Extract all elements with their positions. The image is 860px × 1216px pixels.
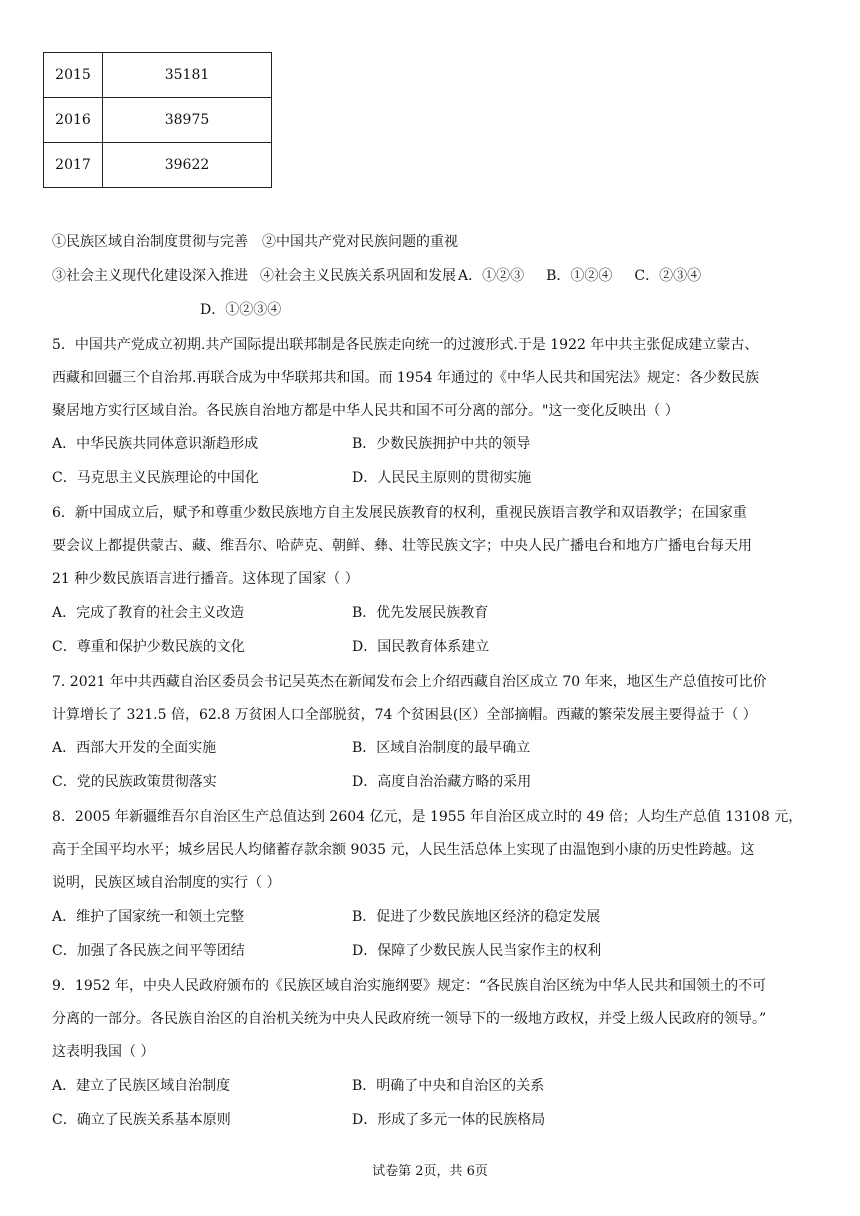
q7-option-d[interactable]: D．高度自治治藏方略的采用 bbox=[352, 774, 532, 790]
q9-option-c[interactable]: C．确立了民族关系基本原则 bbox=[52, 1112, 231, 1128]
q7-stem-line1: 7. 2021 年中共西藏自治区委员会书记吴英杰在新闻发布会上介绍西藏自治区成立 70 年来，地区生产总值按可比价 bbox=[52, 674, 767, 690]
value-cell: 39622 bbox=[103, 143, 272, 188]
q9-stem-line3: 这表明我国（ ） bbox=[52, 1044, 155, 1060]
q5-stem-line3: 聚居地方实行区域自治。各民族自治地方都是中华人民共和国不可分离的部分。"这一变化反映出（ ） bbox=[52, 403, 679, 419]
q6-option-c[interactable]: C．尊重和保护少数民族的文化 bbox=[52, 639, 245, 655]
q8-option-c[interactable]: C．加强了各民族之间平等团结 bbox=[52, 943, 245, 959]
q5-option-d[interactable]: D．人民民主原则的贯彻实施 bbox=[352, 470, 532, 486]
q4-statement-2: ②中国共产党对民族问题的重视 bbox=[262, 234, 458, 250]
q7-option-b[interactable]: B．区域自治制度的最早确立 bbox=[352, 740, 531, 756]
q6-option-d[interactable]: D．国民教育体系建立 bbox=[352, 639, 490, 655]
q4-option-c[interactable]: C．②③④ bbox=[634, 268, 702, 284]
q5-option-b[interactable]: B．少数民族拥护中共的领导 bbox=[352, 436, 531, 452]
q9-stem-line1: 9．1952 年，中央人民政府颁布的《民族区域自治实施纲要》规定：“各民族自治区统为中华人民共和国领土的不可 bbox=[52, 978, 767, 994]
q6-stem-line2: 要会议上都提供蒙古、藏、维吾尔、哈萨克、朝鲜、彝、壮等民族文字；中央人民广播电台和地方广播电台每天用 bbox=[52, 538, 752, 554]
q4-statements-line2 bbox=[52, 266, 723, 286]
q8-stem-line1: 8．2005 年新疆维吾尔自治区生产总值达到 2604 亿元，是 1955 年自治区成立时的 49 倍；人均生产总值 13108 元， bbox=[52, 809, 803, 825]
table-row bbox=[44, 98, 272, 143]
year-cell: 2016 bbox=[44, 98, 103, 143]
q4-statements-line1 bbox=[52, 232, 458, 252]
q4-option-b[interactable]: B．①②④ bbox=[546, 268, 613, 284]
q7-option-c[interactable]: C．党的民族政策贯彻落实 bbox=[52, 774, 217, 790]
q9-option-d[interactable]: D．形成了多元一体的民族格局 bbox=[352, 1112, 546, 1128]
q6-option-b[interactable]: B．优先发展民族教育 bbox=[352, 605, 489, 621]
q5-option-c[interactable]: C．马克思主义民族理论的中国化 bbox=[52, 470, 259, 486]
value-cell: 35181 bbox=[103, 53, 272, 98]
q9-option-b[interactable]: B．明确了中央和自治区的关系 bbox=[352, 1078, 545, 1094]
page-footer: 试卷第 2页，共 6页 bbox=[372, 1164, 488, 1179]
q4-option-a[interactable]: A．①②③ bbox=[458, 268, 525, 284]
value-cell: 38975 bbox=[103, 98, 272, 143]
table-row bbox=[44, 53, 272, 98]
q8-option-a[interactable]: A．维护了国家统一和领土完整 bbox=[52, 909, 245, 925]
q8-stem-line2: 高于全国平均水平；城乡居民人均储蓄存款余额 9035 元，人民生活总体上实现了由温饱到小康的历史性跨越。这 bbox=[52, 842, 755, 858]
q6-option-a[interactable]: A．完成了教育的社会主义改造 bbox=[52, 605, 245, 621]
q8-option-d[interactable]: D．保障了少数民族人民当家作主的权利 bbox=[352, 943, 602, 959]
q5-stem-line1: 5．中国共产党成立初期.共产国际提出联邦制是各民族走向统一的过渡形式.于是 1922 年中共主张促成建立蒙古、 bbox=[52, 337, 759, 353]
q7-stem-line2: 计算增长了 321.5 倍，62.8 万贫困人口全部脱贫，74 个贫困县(区）全部摘帽。西藏的繁荣发展主要得益于（ ） bbox=[52, 707, 757, 723]
q4-statement-3: ③社会主义现代化建设深入推进 bbox=[52, 268, 248, 284]
q7-option-a[interactable]: A．西部大开发的全面实施 bbox=[52, 740, 217, 756]
q9-option-a[interactable]: A．建立了民族区域自治制度 bbox=[52, 1078, 231, 1094]
q5-stem-line2: 西藏和回疆三个自治邦.再联合成为中华联邦共和国。而 1954 年通过的《中华人民共和国宪法》规定：各少数民族 bbox=[52, 370, 759, 386]
q6-stem-line1: 6．新中国成立后，赋予和尊重少数民族地方自主发展民族教育的权利，重视民族语言教学和双语教学；在国家重 bbox=[52, 505, 747, 521]
year-cell: 2015 bbox=[44, 53, 103, 98]
q8-stem-line3: 说明，民族区域自治制度的实行（ ） bbox=[52, 875, 281, 891]
q4-statement-4: ④社会主义民族关系巩固和发展 bbox=[260, 268, 456, 284]
year-cell: 2017 bbox=[44, 143, 103, 188]
data-table bbox=[43, 52, 272, 188]
q9-stem-line2: 分离的一部分。各民族自治区的自治机关统为中央人民政府统一领导下的一级地方政权，并受上级人民政府的领导。” bbox=[52, 1011, 767, 1027]
q4-statement-1: ①民族区域自治制度贯彻与完善 bbox=[52, 234, 248, 250]
q8-option-b[interactable]: B．促进了少数民族地区经济的稳定发展 bbox=[352, 909, 601, 925]
table-row bbox=[44, 143, 272, 188]
q6-stem-line3: 21 种少数民族语言进行播音。这体现了国家（ ） bbox=[52, 571, 359, 587]
q5-option-a[interactable]: A．中华民族共同体意识渐趋形成 bbox=[52, 436, 259, 452]
q4-option-d[interactable]: D．①②③④ bbox=[200, 302, 282, 318]
